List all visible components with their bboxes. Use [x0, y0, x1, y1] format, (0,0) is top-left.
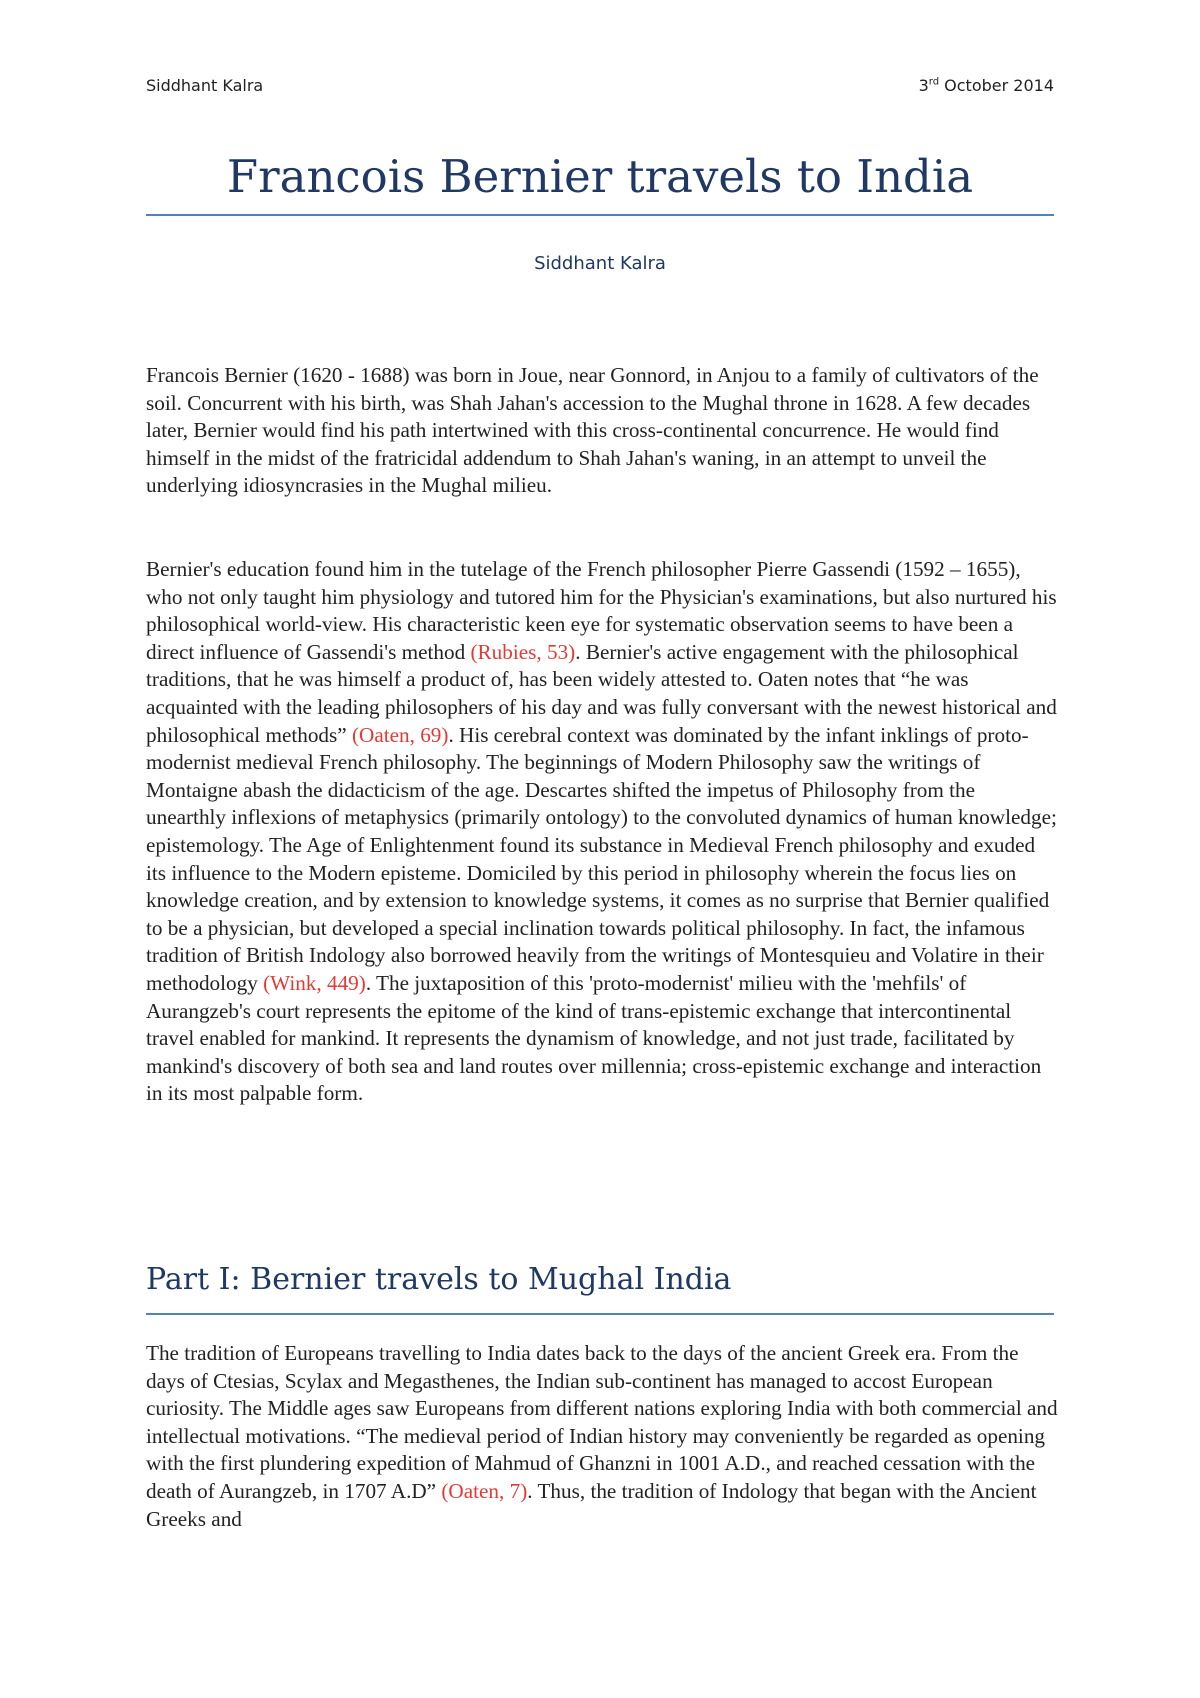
paragraph-education-text-a: Bernier's education found him in the tutelage of the French philosopher Pierre Gassendi (1592 – 1655), who not only taught him physiology and tutored him for the Physician's examinations, but also nurtured his philosophical world-view. His characteristic keen eye for systematic observation seems to have been a direct influence of Gassendi's method: [146, 557, 1057, 664]
title-rule: [146, 214, 1054, 216]
header-date-day: 3: [918, 76, 929, 95]
header-date-suffix: rd: [928, 76, 940, 88]
section-rule: [146, 1313, 1054, 1315]
citation-rubies: (Rubies, 53): [470, 639, 576, 664]
paragraph-intro: Francois Bernier (1620 - 1688) was born in Joue, near Gonnord, in Anjou to a family of cultivators of the soil. Concurrent with his birth, was Shah Jahan's accession to the Mughal throne in 1628. A few decades later, Bernier would find his path intertwined with this cross-continental concurrence. He would find himself in the midst of the fratricidal addendum to Shah Jahan's waning, in an attempt to unveil the underlying idiosyncrasies in the Mughal milieu.: [146, 363, 1039, 498]
header-date: [919, 76, 1054, 95]
document-title: Francois Bernier travels to India: [226, 150, 974, 203]
page-header: [146, 70, 1054, 100]
section-heading: Part I: Bernier travels to Mughal India: [146, 1262, 732, 1297]
paragraph-education-text-c: . His cerebral context was dominated by the infant inklings of proto-modernist medieval French philosophy. The beginnings of Modern Philosophy saw the writings of Montaigne abash the didacticism of the age. Descartes shifted the impetus of Philosophy from the unearthly inflexions of metaphysics (primarily ontology) to the convoluted dynamics of human knowledge; epistemology. The Age of Enlightenment found its substance in Medieval French philosophy and exuded its influence to the Modern episteme. Domiciled by this period in philosophy wherein the focus lies on knowledge creation, and by extension to knowledge systems, it comes as no surprise that Bernier qualified to be a physician, but developed a special inclination towards political philosophy. In fact, the infamous tradition of British Indology also borrowed heavily from the writings of Montesquieu and Volatire in their methodology: [146, 722, 1057, 995]
paragraph-education-text-b: . Bernier's active engagement with the philosophical traditions, that he was himself a product of, has been widely attested to. Oaten notes that “he was acquainted with the leading philosophers of his day and was fully conversant with the newest historical and philosophical methods”: [146, 639, 1057, 747]
paragraph-tradition: [146, 1340, 1060, 1533]
header-author: Siddhant Kalra: [146, 76, 264, 95]
citation-oaten-7: (Oaten, 7): [441, 1478, 528, 1503]
paragraph-tradition-text-b: . Thus, the tradition of Indology that began with the Ancient Greeks and: [146, 1478, 1037, 1531]
paragraph-education: [146, 556, 1060, 1108]
header-date-rest: October 2014: [939, 76, 1054, 95]
paragraph-education-text-d: . The juxtaposition of this 'proto-modernist' milieu with the 'mehfils' of Aurangzeb's court represents the epitome of the kind of trans-epistemic exchange that intercontinental travel enabled for mankind. It represents the dynamism of knowledge, and not just trade, facilitated by mankind's discovery of both sea and land routes over millennia; cross-epistemic exchange and interaction in its most palpable form.: [146, 970, 1042, 1106]
paragraph-tradition-text-a: The tradition of Europeans travelling to India dates back to the days of the ancient Greek era. From the days of Ctesias, Scylax and Megasthenes, the Indian sub-continent has managed to accost European curiosity. The Middle ages saw Europeans from different nations exploring India with both commercial and intellectual motivations. “The medieval period of Indian history may conveniently be regarded as opening with the first plundering expedition of Mahmud of Ghanzni in 1001 A.D., and reached cessation with the death of Aurangzeb, in 1707 A.D”: [146, 1341, 1058, 1503]
author-line: Siddhant Kalra: [534, 253, 666, 274]
citation-wink: (Wink, 449): [263, 970, 366, 995]
citation-oaten-69: (Oaten, 69): [351, 722, 449, 747]
